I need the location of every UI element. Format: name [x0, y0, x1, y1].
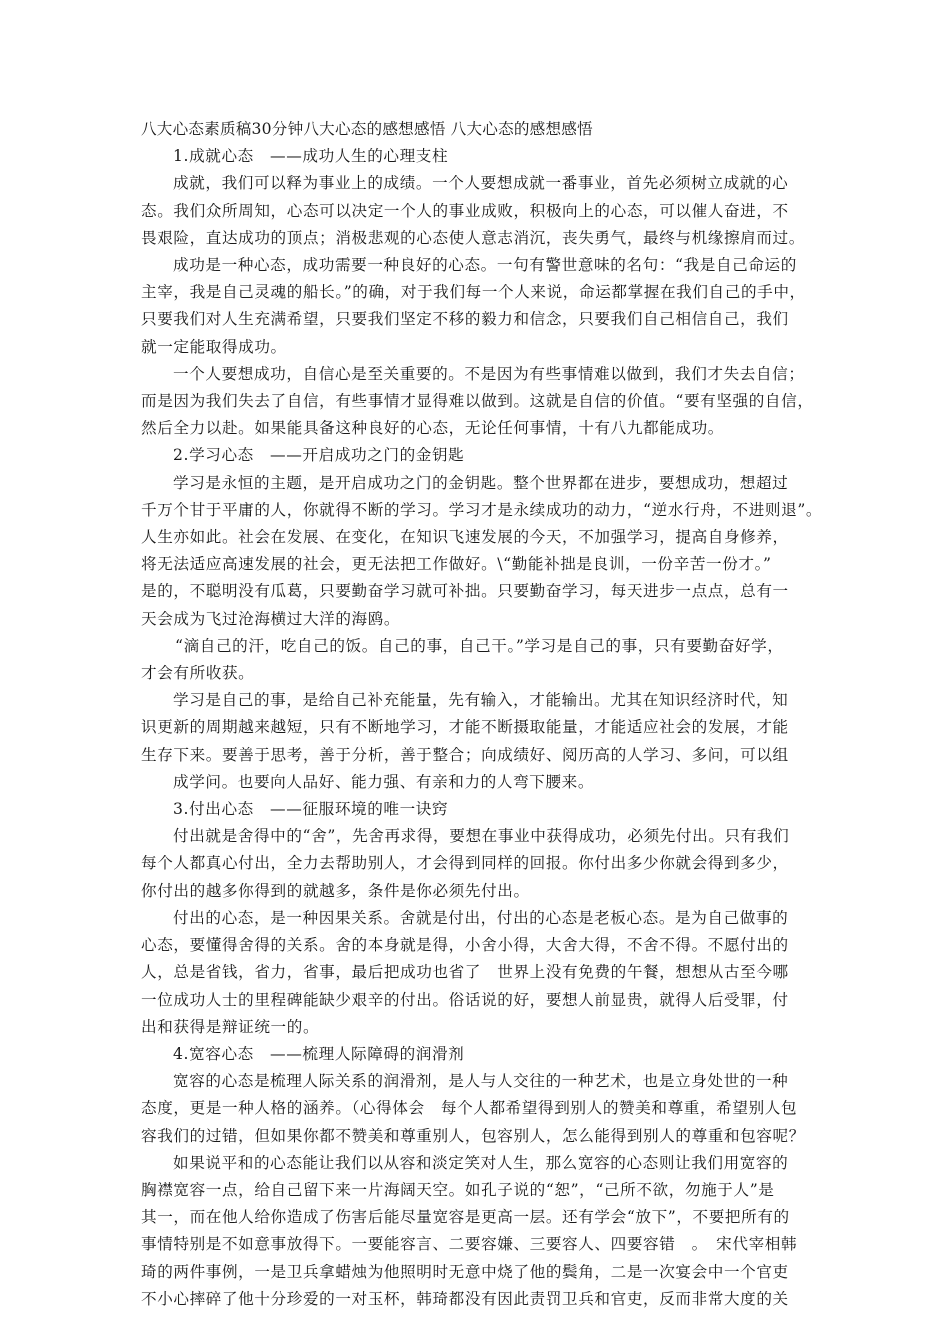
text-line: 1.成就心态 ——成功人生的心理支柱: [173, 147, 449, 166]
text-line: 一位成功人士的里程碑能缺少艰辛的付出。俗话说的好，要想人前显贵，就得人后受罪，付: [141, 990, 789, 1009]
document-body: [141, 116, 823, 1313]
text-line: 成就，我们可以释为事业上的成绩。一个人要想成就一番事业，首先必须树立成就的心: [173, 174, 789, 193]
text-line: 畏艰险，直达成功的顶点；消极悲观的心态使人意志消沉，丧失勇气，最终与机缘擦肩而过。: [141, 228, 805, 247]
text-line: 态度，更是一种人格的涵养。（心得体会 每个人都希望得到别人的赞美和尊重，希望别人包: [141, 1099, 798, 1118]
text-line: 其一，而在他人给你造成了伤害后能尽量宽容是更高一层。还有学会“放下”，不要把所有的: [141, 1208, 790, 1227]
text-line: 人，总是省钱，省力，省事，最后把成功也省了 世界上没有免费的午餐，想想从古至今哪: [141, 963, 789, 982]
text-line: 识更新的周期越来越短，只有不断地学习，才能不断摄取能量，才能适应社会的发展，才能: [141, 718, 789, 737]
document-title: 八大心态素质稿30分钟八大心态的感想感悟 八大心态的感想感悟: [141, 120, 593, 138]
text-line: 事情特别是不如意事放得下。一要能容言、二要容嫌、三要容人、四要容错 。 宋代宰相韩: [141, 1235, 798, 1254]
text-line: 态。我们众所周知，心态可以决定一个人的事业成败，积极向上的心态，可以催人奋进，不: [141, 201, 789, 220]
text-line: 是的，不聪明没有瓜葛，只要勤奋学习就可补拙。只要勤奋学习，每天进步一点点，总有一: [141, 582, 789, 601]
text-line: 主宰，我是自己灵魂的船长。”的确，对于我们每一个人来说，命运都掌握在我们自己的手中，: [141, 283, 806, 302]
text-line: 人生亦如此。社会在发展、在变化，在知识飞速发展的今天，不加强学习，提高自身修养，: [141, 528, 789, 547]
text-line: 宽容的心态是梳理人际关系的润滑剂，是人与人交往的一种艺术，也是立身处世的一种: [173, 1072, 789, 1091]
text-line: 如果说平和的心态能让我们以从容和淡定笑对人生，那么宽容的心态则让我们用宽容的: [173, 1153, 789, 1172]
text-line: 心态，要懂得舍得的关系。舍的本身就是得，小舍小得，大舍大得，不舍不得。不愿付出的: [141, 936, 789, 955]
text-line: 将无法适应高速发展的社会，更无法把工作做好。\“勤能补拙是良训，一份辛苦一份才。”: [141, 555, 772, 574]
text-line: 出和获得是辩证统一的。: [141, 1017, 320, 1036]
text-line: 就一定能取得成功。: [141, 337, 287, 356]
text-line: 生存下来。要善于思考，善于分析，善于整合；向成绩好、阅历高的人学习、多问，可以组: [141, 745, 789, 764]
text-line: 然后全力以赴。如果能具备这种良好的心态，无论任何事情，十有八九都能成功。: [141, 419, 724, 438]
text-line: 2.学习心态 ——开启成功之门的金钥匙: [173, 446, 465, 465]
text-line: 付出就是舍得中的“舍”，先舍再求得，要想在事业中获得成功，必须先付出。只有我们: [173, 827, 790, 846]
paragraph-lines: [141, 143, 823, 1313]
text-line: 不小心摔碎了他十分珍爱的一对玉杯，韩琦都没有因此责罚卫兵和官吏，反而非常大度的关: [141, 1289, 789, 1308]
text-line: 容我们的过错，但如果你都不赞美和尊重别人，包容别人，怎么能得到别人的尊重和包容呢？: [141, 1126, 805, 1145]
text-line: “滴自己的汗，吃自己的饭。自己的事，自己干。”学习是自己的事，只有要勤奋好学，: [175, 636, 784, 655]
text-line: 而是因为我们失去了自信，有些事情才显得难以做到。这就是自信的价值。“要有坚强的自信，: [141, 392, 814, 411]
text-line: 胸襟宽容一点，给自己留下来一片海阔天空。如孔子说的“恕”，“己所不欲，勿施于人”是: [141, 1180, 775, 1199]
text-line: 天会成为飞过沧海横过大洋的海鸥。: [141, 609, 401, 628]
text-line: 千万个甘于平庸的人，你就得不断的学习。学习才是永续成功的动力，“逆水行舟，不进则退”。: [141, 500, 823, 519]
text-line: 成学问。也要向人品好、能力强、有亲和力的人弯下腰来。: [173, 772, 595, 791]
text-line: 只要我们对人生充满希望，只要我们坚定不移的毅力和信念，只要我们自己相信自己，我们: [141, 310, 789, 329]
text-line: 你付出的越多你得到的就越多，条件是你必须先付出。: [141, 881, 530, 900]
text-line: 才会有所收获。: [141, 664, 255, 683]
text-line: 4.宽容心态 ——梳理人际障碍的润滑剂: [173, 1044, 465, 1063]
text-line: 每个人都真心付出，全力去帮助别人，才会得到同样的回报。你付出多少你就会得到多少，: [141, 854, 789, 873]
text-line: 3.付出心态 ——征服环境的唯一诀窍: [173, 800, 449, 819]
text-line: 付出的心态，是一种因果关系。舍就是付出，付出的心态是老板心态。是为自己做事的: [173, 908, 789, 927]
text-line: 学习是自己的事，是给自己补充能量，先有输入，才能输出。尤其在知识经济时代，知: [173, 691, 789, 710]
text-line: 琦的两件事例，一是卫兵拿蜡烛为他照明时无意中烧了他的鬓角，二是一次宴会中一个官吏: [141, 1262, 789, 1281]
text-line: 成功是一种心态，成功需要一种良好的心态。一句有警世意味的名句：“我是自己命运的: [173, 256, 797, 275]
text-line: 学习是永恒的主题，是开启成功之门的金钥匙。整个世界都在进步，要想成功，想超过: [173, 473, 789, 492]
text-line: 一个人要想成功，自信心是至关重要的。不是因为有些事情难以做到，我们才失去自信；: [173, 364, 805, 383]
